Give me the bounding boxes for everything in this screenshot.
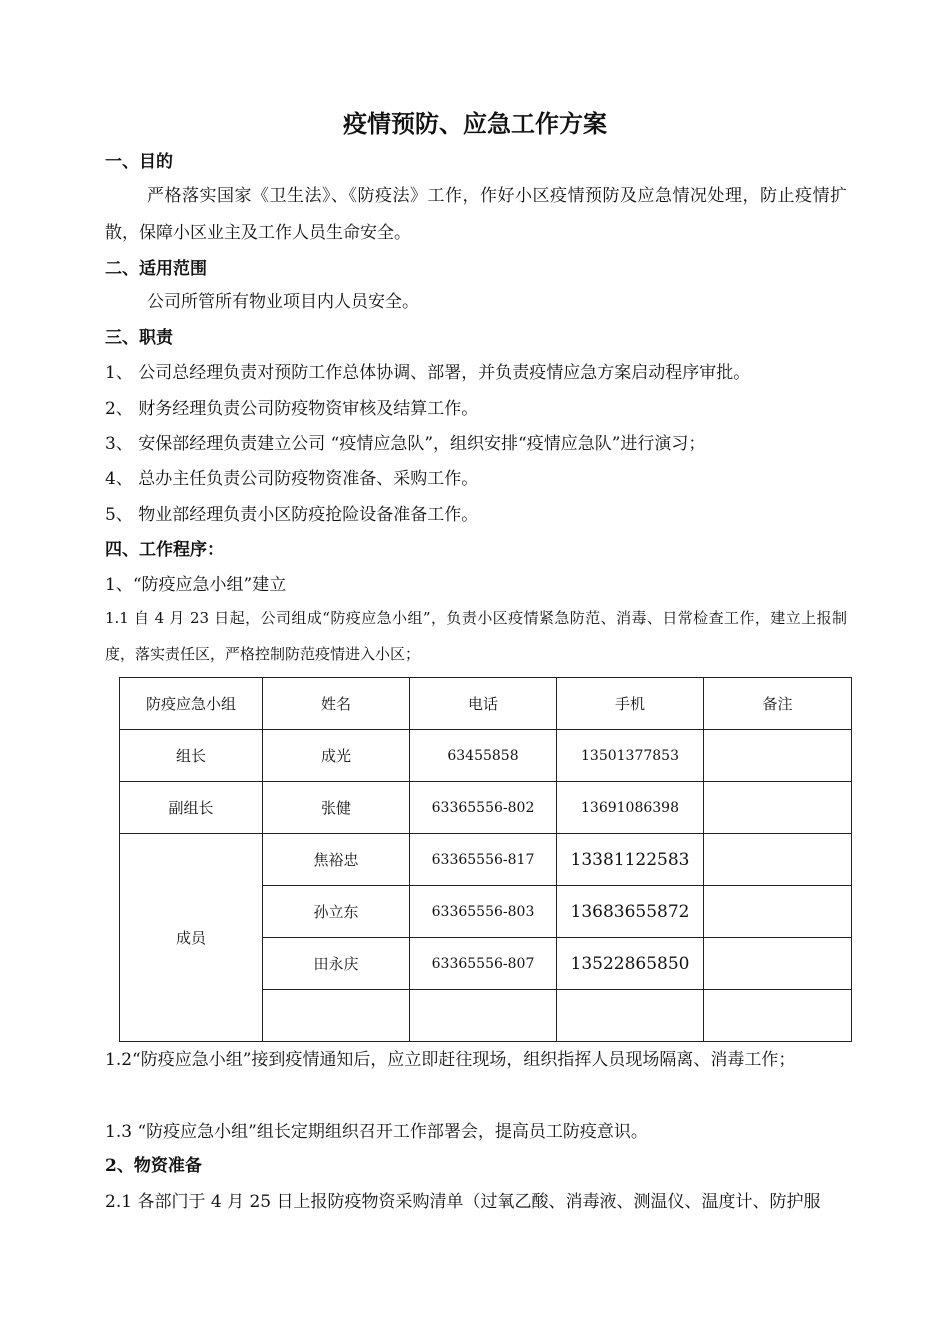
table-header-cell: 防疫应急小组	[120, 678, 263, 730]
name-cell	[263, 990, 410, 1042]
table-row	[120, 782, 852, 834]
name-cell: 田永庆	[263, 938, 410, 990]
note-cell	[704, 834, 852, 886]
duty-item: 5、 物业部经理负责小区防疫抢险设备准备工作。	[105, 505, 479, 525]
note-cell	[704, 782, 852, 834]
mobile-cell: 13522865850	[557, 938, 704, 990]
procedure-paragraph-1-2: 1.2“防疫应急小组”接到疫情通知后，应立即赶往现场，组织指挥人员现场隔离、消毒工作；	[105, 1050, 796, 1070]
duty-item: 3、 安保部经理负责建立公司 “疫情应急队”，组织安排“疫情应急队”进行演习；	[105, 434, 706, 454]
table-header-cell: 手机	[557, 678, 704, 730]
name-cell: 成光	[263, 730, 410, 782]
purpose-paragraph: 严格落实国家《卫生法》、《防疫法》工作，作好小区疫情预防及应急情况处理，防止疫情扩散，保障小区业主及工作人员生命安全。	[105, 186, 847, 243]
page-title: 疫情预防、应急工作方案	[343, 109, 607, 138]
phone-cell: 63455858	[410, 730, 557, 782]
name-cell: 孙立东	[263, 886, 410, 938]
table-header-row	[120, 678, 852, 730]
section-heading-duties: 三、职责	[105, 328, 173, 348]
section-heading-purpose: 一、目的	[105, 152, 173, 172]
mobile-cell: 13501377853	[557, 730, 704, 782]
scope-paragraph: 公司所管所有物业项目内人员安全。	[147, 292, 419, 312]
name-cell: 焦裕忠	[263, 834, 410, 886]
note-cell	[704, 886, 852, 938]
emergency-team-table	[119, 677, 852, 1042]
table-row	[120, 730, 852, 782]
table-header-cell: 备注	[704, 678, 852, 730]
mobile-cell	[557, 990, 704, 1042]
phone-cell: 63365556-803	[410, 886, 557, 938]
phone-cell: 63365556-807	[410, 938, 557, 990]
procedure-paragraph-2-1: 2.1 各部门于 4 月 25 日上报防疫物资采购清单（过氧乙酸、消毒液、测温仪、温度计、防护服	[105, 1192, 821, 1212]
subsection-heading-team: 1、“防疫应急小组”建立	[105, 575, 287, 595]
note-cell	[704, 938, 852, 990]
procedure-paragraph-1-1: 1.1 自 4 月 23 日起，公司组成“防疫应急小组”，负责小区疫情紧急防范、消毒、日常检查工作，建立上报制度，落实责任区，严格控制防范疫情进入小区；	[105, 609, 847, 663]
table-header-cell: 姓名	[263, 678, 410, 730]
section-heading-scope: 二、适用范围	[105, 259, 207, 279]
duty-item: 2、 财务经理负责公司防疫物资审核及结算工作。	[105, 399, 479, 419]
table-header-cell: 电话	[410, 678, 557, 730]
table-row	[120, 834, 852, 886]
name-cell: 张健	[263, 782, 410, 834]
note-cell	[704, 990, 852, 1042]
mobile-cell: 13381122583	[557, 834, 704, 886]
mobile-cell: 13683655872	[557, 886, 704, 938]
phone-cell	[410, 990, 557, 1042]
role-cell: 副组长	[120, 782, 263, 834]
phone-cell: 63365556-802	[410, 782, 557, 834]
mobile-cell: 13691086398	[557, 782, 704, 834]
section-heading-procedure: 四、工作程序：	[105, 540, 224, 560]
phone-cell: 63365556-817	[410, 834, 557, 886]
duty-item: 1、 公司总经理负责对预防工作总体协调、部署，并负责疫情应急方案启动程序审批。	[105, 363, 751, 383]
procedure-paragraph-1-3: 1.3 “防疫应急小组”组长定期组织召开工作部署会，提高员工防疫意识。	[105, 1122, 648, 1142]
duty-item: 4、 总办主任负责公司防疫物资准备、采购工作。	[105, 469, 479, 489]
role-cell: 成员	[120, 834, 263, 1042]
note-cell	[704, 730, 852, 782]
subsection-heading-supplies: 2、物资准备	[105, 1156, 202, 1176]
role-cell: 组长	[120, 730, 263, 782]
